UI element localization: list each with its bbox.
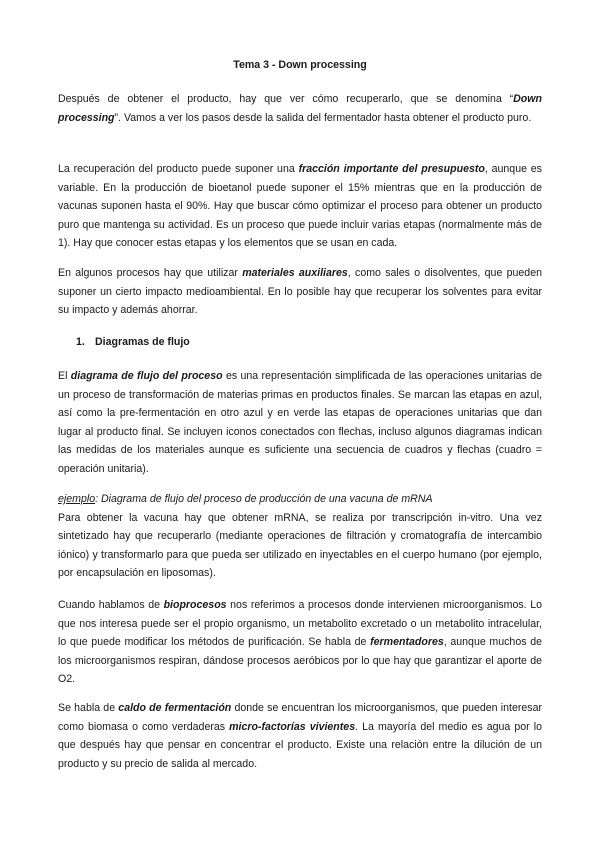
paragraph-example — [58, 490, 542, 583]
example-title — [58, 493, 433, 505]
example-label: ejemplo — [58, 493, 96, 505]
paragraph-auxiliary-materials — [58, 264, 542, 320]
text-run: En algunos procesos hay que utilizar — [58, 267, 243, 279]
text-run: El — [58, 370, 71, 382]
text-run: La recuperación del producto puede suponer una — [58, 163, 299, 175]
example-text: Para obtener la vacuna hay que obtener mRNA, se realiza por transcripción in-vitro. Una vez sintetizado hay que recuperarlo (mediante operaciones de filtración y cromatografía de intercambio iónico) y transformarlo para que pueda ser utilizado en inyectables en el cuerpo humano (por ejemplo, por encapsulación en liposomas). — [58, 511, 542, 580]
text-run: Se habla de — [58, 702, 119, 714]
paragraph-bioprocesses — [58, 596, 542, 689]
text-run: , aunque es variable. En la producción de bioetanol puede suponer el 15% mientras que en la producción de vacunas suponen hasta el 90%. Hay que buscar cómo optimizar el proceso para obtener un producto puro que mantenga su actividad. Es un proceso que puede incluir varias etapas (normalmente más de 1). Hay que conocer estas etapas y los elementos que se usan en cada. — [58, 163, 542, 250]
emphasis-term: Down processing — [58, 93, 542, 124]
section-heading-flow-diagrams — [76, 336, 190, 348]
text-run: Cuando hablamos de — [58, 599, 164, 611]
paragraph-fermentation-broth — [58, 699, 542, 773]
emphasis-term: bioprocesos — [163, 599, 227, 611]
paragraph-flow-diagram — [58, 367, 542, 479]
section-number: 1. — [76, 336, 85, 348]
text-run: donde se encuentran los microorganismos, que pueden interesar como biomasa o como verdaderas — [58, 702, 542, 733]
emphasis-term: micro-factorías vivientes — [229, 720, 356, 733]
example-heading-text: : Diagrama de flujo del proceso de producción de una vacuna de mRNA — [95, 493, 433, 505]
text-run: . La mayoría del medio es agua por lo que después hay que pensar en concentrar el producto. Existe una relación entre la dilución de un producto y su precio de salida al mercado. — [58, 720, 542, 770]
emphasis-term: caldo de fermentación — [118, 702, 232, 714]
emphasis-term: materiales auxiliares — [242, 267, 348, 279]
text-run: Después de obtener el producto, hay que ver cómo recuperarlo, que se denomina “ — [58, 93, 514, 105]
text-run: , aunque muchos de los microorganismos respiran, dándose procesos aeróbicos por lo que hay que garantizar el aporte de O2. — [58, 636, 542, 686]
text-run: , como sales o disolventes, que pueden suponer un cierto impacto medioambiental. En lo posible hay que recuperar los solventes para evitar su impacto y además ahorrar. — [58, 267, 542, 317]
text-run: es una representación simplificada de las operaciones unitarias de un proceso de transformación de materias primas en productos finales. Se marcan las etapas en azul, así como la pre-fermentación en otro azul y en verde las etapas de operaciones unitarias que dan lugar al producto final. Se incluyen iconos conectados con flechas, incluso algunos diagramas indican las medidas de los materiales aunque es suficiente una secuencia de cuadros y flechas (cuadro = operación unitaria). — [58, 370, 542, 475]
text-run: nos referimos a procesos donde intervienen microorganismos. Lo que nos interesa puede ser el propio organismo, un metabolito excretado o un metabolito intracelular, lo que puede modificar los métodos de purificación. Se habla de — [58, 599, 542, 649]
paragraph-intro — [58, 90, 542, 127]
document-title: Tema 3 - Down processing — [233, 59, 367, 71]
paragraph-cost — [58, 160, 542, 253]
emphasis-term: fermentadores — [370, 636, 444, 649]
text-run: ”. Vamos a ver los pasos desde la salida del fermentador hasta obtener el producto puro. — [114, 111, 532, 124]
emphasis-term: diagrama de flujo del proceso — [70, 370, 223, 382]
emphasis-term: fracción importante del presupuesto — [298, 163, 485, 175]
section-label: Diagramas de flujo — [95, 336, 190, 348]
